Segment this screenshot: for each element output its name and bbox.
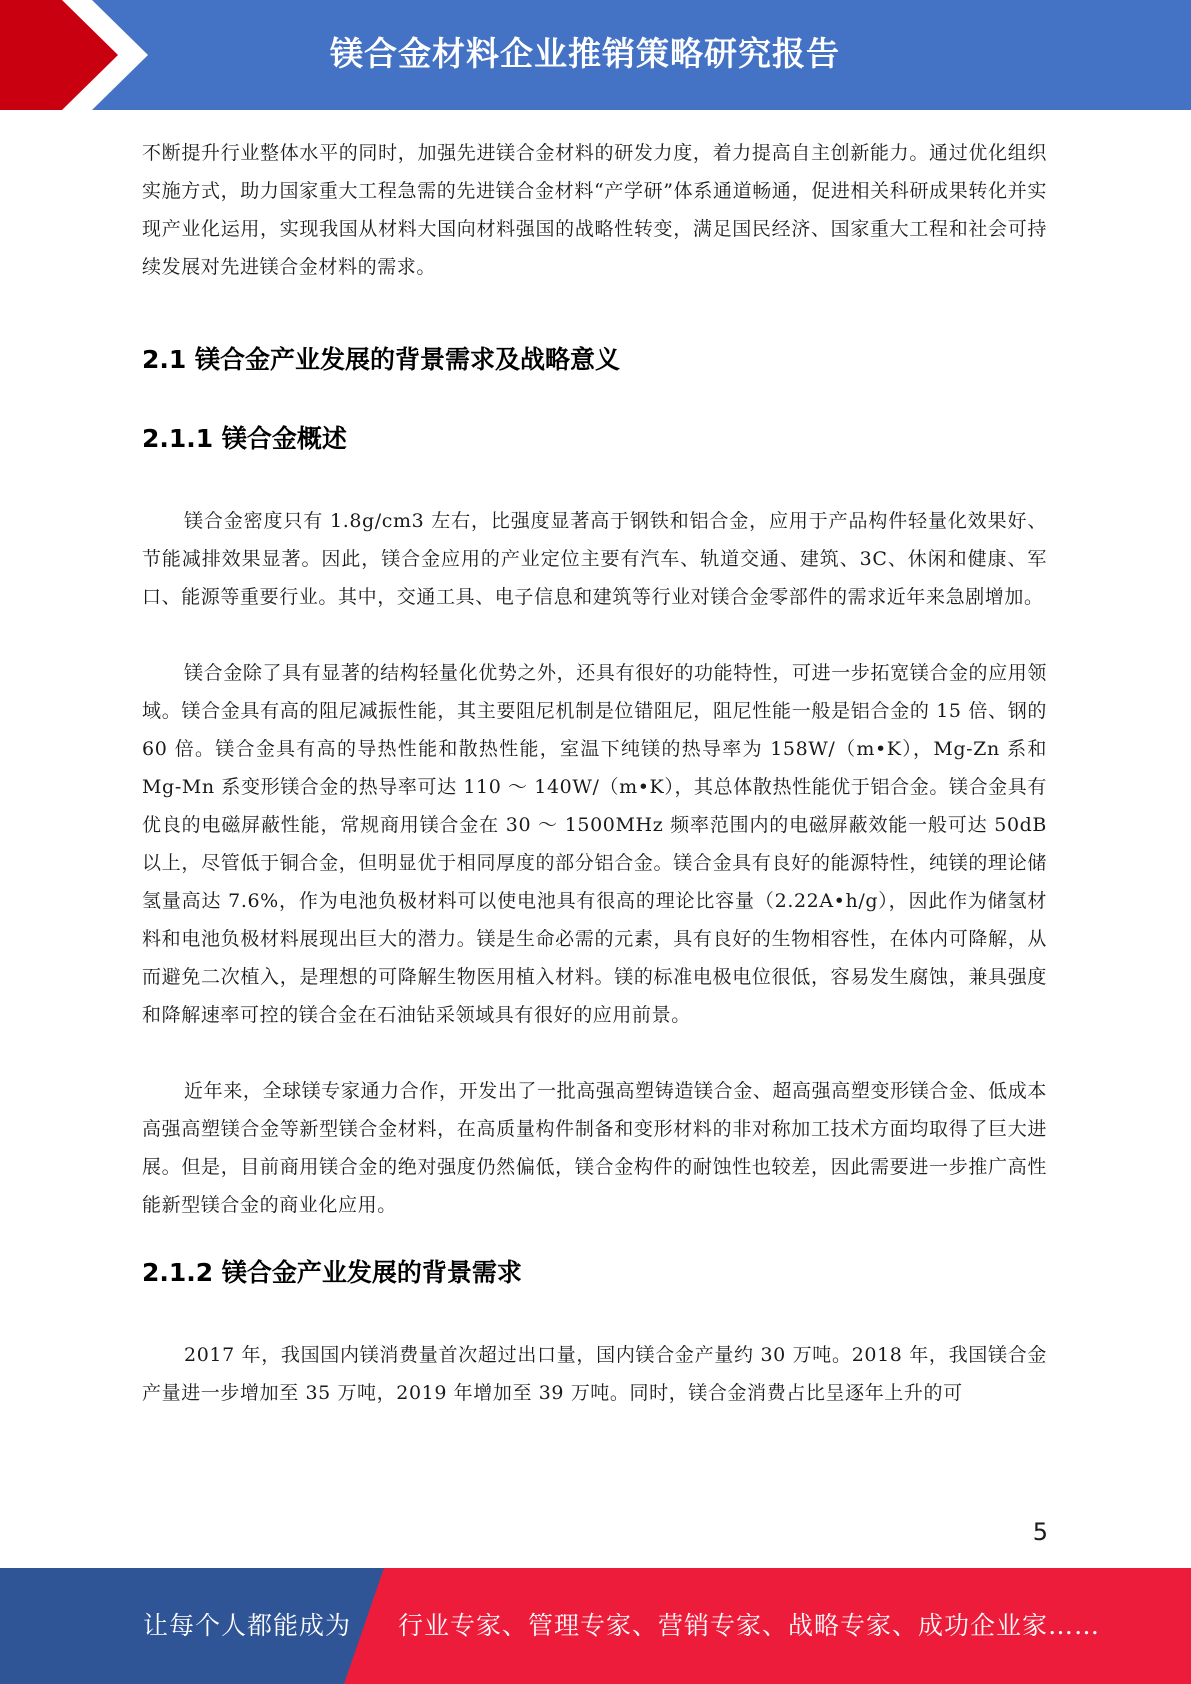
- paragraph: 镁合金密度只有 1.8g/cm3 左右，比强度显著高于钢铁和铝合金，应用于产品构件轻量化效果好、节能减排效果显著。因此，镁合金应用的产业定位主要有汽车、轨道交通、建筑、3C、休闲和健康、军口、能源等重要行业。其中，交通工具、电子信息和建筑等行业对镁合金零部件的需求近年来急剧增加。: [142, 510, 1047, 608]
- paragraph: 镁合金除了具有显著的结构轻量化优势之外，还具有很好的功能特性，可进一步拓宽镁合金的应用领域。镁合金具有高的阻尼减振性能，其主要阻尼机制是位错阻尼，阻尼性能一般是铝合金的 15 倍、钢的 60 倍。镁合金具有高的导热性能和散热性能，室温下纯镁的热导率为 158W/（m•K），Mg-Zn 系和 Mg-Mn 系变形镁合金的热导率可达 110 ～ 140W/（m•K），其总体散热性能优于铝合金。镁合金具有优良的电磁屏蔽性能，常规商用镁合金在 30 ～ 1500MHz 频率范围内的电磁屏蔽效能一般可达 50dB 以上，尽管低于铜合金，但明显优于相同厚度的部分铝合金。镁合金具有良好的能源特性，纯镁的理论储氢量高达 7.6%，作为电池负极材料可以使电池具有很高的理论比容量（2.22A•h/g），因此作为储氢材料和电池负极材料展现出巨大的潜力。镁是生命必需的元素，具有良好的生物相容性，在体内可降解，从而避免二次植入，是理想的可降解生物医用植入材料。镁的标准电极电位很低，容易发生腐蚀，兼具强度和降解速率可控的镁合金在石油钻采领域具有很好的应用前景。: [142, 662, 1047, 1026]
- page-content: [142, 134, 1047, 1412]
- section-heading-2-1: 2.1 镁合金产业发展的背景需求及战略意义: [142, 345, 620, 374]
- header-banner: [0, 0, 1191, 110]
- footer-slogan-left: 让每个人都能成为: [143, 1611, 352, 1640]
- footer-banner: [0, 1568, 1191, 1684]
- chevron-right-icon: [0, 0, 160, 110]
- section-heading-2-1-1: 2.1.1 镁合金概述: [142, 424, 347, 453]
- page-number: 5: [1032, 1518, 1048, 1546]
- footer-slogan-right: 行业专家、管理专家、营销专家、战略专家、成功企业家……: [398, 1611, 1101, 1640]
- paragraph: 近年来，全球镁专家通力合作，开发出了一批高强高塑铸造镁合金、超高强高塑变形镁合金、低成本高强高塑镁合金等新型镁合金材料，在高质量构件制备和变形材料的非对称加工技术方面均取得了巨大进展。但是，目前商用镁合金的绝对强度仍然偏低，镁合金构件的耐蚀性也较差，因此需要进一步推广高性能新型镁合金的商业化应用。: [142, 1080, 1047, 1216]
- paragraph: 2017 年，我国国内镁消费量首次超过出口量，国内镁合金产量约 30 万吨。2018 年，我国镁合金产量进一步增加至 35 万吨，2019 年增加至 39 万吨。同时，镁合金消费占比呈逐年上升的可: [142, 1344, 1047, 1404]
- section-heading-2-1-2: 2.1.2 镁合金产业发展的背景需求: [142, 1258, 522, 1287]
- report-title: 镁合金材料企业推销策略研究报告: [330, 34, 840, 73]
- intro-paragraph: 不断提升行业整体水平的同时，加强先进镁合金材料的研发力度，着力提高自主创新能力。通过优化组织实施方式，助力国家重大工程急需的先进镁合金材料“产学研”体系通道畅通，促进相关科研成果转化并实现产业化运用，实现我国从材料大国向材料强国的战略性转变，满足国民经济、国家重大工程和社会可持续发展对先进镁合金材料的需求。: [142, 142, 1047, 278]
